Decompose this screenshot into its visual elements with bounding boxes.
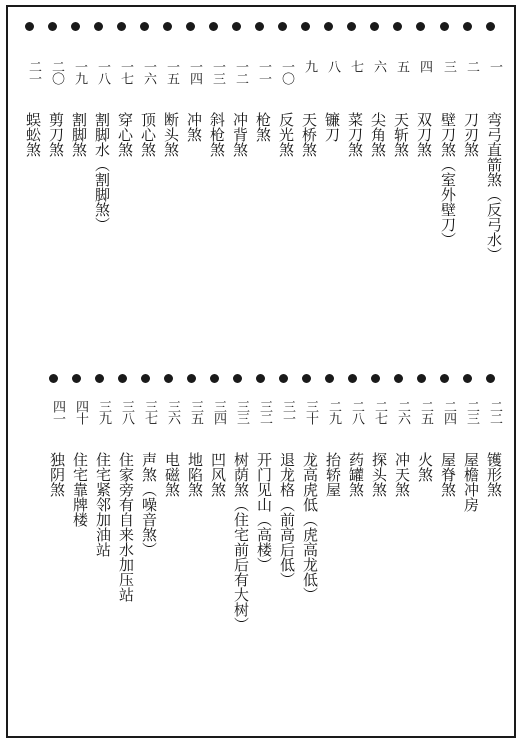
bullet-icon xyxy=(371,374,380,383)
bullet-icon xyxy=(164,374,173,383)
item-number: 一六 xyxy=(141,60,156,84)
bullet-icon xyxy=(417,374,426,383)
item-label: 声煞（噪音煞） xyxy=(140,452,158,557)
item-label: 断头煞 xyxy=(162,112,180,157)
item-label: 壁刀煞（室外壁刀） xyxy=(439,112,457,247)
item-number: 一四 xyxy=(187,60,202,84)
item-number: 二〇 xyxy=(49,60,64,84)
item-number: 二一 xyxy=(26,60,41,84)
item-label: 屋脊煞 xyxy=(439,452,457,497)
item-number: 一七 xyxy=(118,60,133,84)
item-label: 屋檐冲房 xyxy=(462,452,480,512)
item-number: 一二 xyxy=(233,60,248,84)
item-number: 一三 xyxy=(210,60,225,84)
bullet-icon xyxy=(325,374,334,383)
item-label: 割脚煞 xyxy=(70,112,88,157)
item-number: 九 xyxy=(302,60,317,72)
item-label: 蜈蚣煞 xyxy=(24,112,42,157)
item-label: 穿心煞 xyxy=(116,112,134,157)
bullet-icon xyxy=(486,374,495,383)
list-item xyxy=(181,0,203,740)
list-item xyxy=(158,0,180,740)
list-item xyxy=(19,0,41,360)
list-item xyxy=(135,0,157,740)
item-label: 龙高虎低（虎高龙低） xyxy=(301,452,319,602)
item-number: 二七 xyxy=(372,400,387,424)
item-label: 斜枪煞 xyxy=(208,112,226,157)
item-label: 凹风煞 xyxy=(209,452,227,497)
item-label: 双刀煞 xyxy=(415,112,433,157)
item-number: 四一 xyxy=(50,400,65,424)
bullet-icon xyxy=(463,374,472,383)
item-number: 二四 xyxy=(441,400,456,424)
list-item xyxy=(89,0,111,740)
item-number: 三 xyxy=(441,60,456,72)
item-label: 天桥煞 xyxy=(300,112,318,157)
bullet-icon xyxy=(95,374,104,383)
bullet-icon xyxy=(72,374,81,383)
item-label: 探头煞 xyxy=(370,452,388,497)
bullet-icon xyxy=(302,374,311,383)
item-label: 药罐煞 xyxy=(347,452,365,497)
list-item xyxy=(342,0,364,740)
list-item xyxy=(457,0,479,740)
item-number: 一五 xyxy=(164,60,179,84)
item-label: 割脚水（割脚煞） xyxy=(93,112,111,232)
item-number: 一一 xyxy=(256,60,271,84)
item-label: 枪煞 xyxy=(254,112,272,142)
item-label: 火煞 xyxy=(416,452,434,482)
item-label: 冲天煞 xyxy=(393,452,411,497)
item-label: 剪刀煞 xyxy=(47,112,65,157)
item-number: 三三 xyxy=(234,400,249,424)
list-item xyxy=(411,0,433,740)
item-label: 住家旁有自来水加压站 xyxy=(117,452,135,602)
item-number: 八 xyxy=(325,60,340,72)
item-number: 三十 xyxy=(303,400,318,424)
item-label: 顶心煞 xyxy=(139,112,157,157)
item-number: 一〇 xyxy=(279,60,294,84)
item-label: 尖角煞 xyxy=(369,112,387,157)
list-item xyxy=(296,0,318,740)
bullet-icon xyxy=(440,374,449,383)
item-number: 六 xyxy=(371,60,386,72)
bullet-icon xyxy=(279,374,288,383)
item-number: 四十 xyxy=(73,400,88,424)
item-number: 三七 xyxy=(142,400,157,424)
item-label: 冲背煞 xyxy=(231,112,249,157)
item-label: 开门见山（高楼） xyxy=(255,452,273,572)
item-number: 一九 xyxy=(72,60,87,84)
item-number: 二九 xyxy=(326,400,341,424)
item-label: 菜刀煞 xyxy=(346,112,364,157)
item-label: 电磁煞 xyxy=(163,452,181,497)
list-item xyxy=(480,0,502,740)
bullet-icon xyxy=(25,22,34,31)
bullet-icon xyxy=(394,374,403,383)
list-item xyxy=(388,0,410,740)
item-number: 七 xyxy=(348,60,363,72)
bullet-icon xyxy=(256,374,265,383)
item-label: 天斩煞 xyxy=(392,112,410,157)
item-label: 地陷煞 xyxy=(186,452,204,497)
item-label: 住宅紧邻加油站 xyxy=(94,452,112,557)
item-label: 独阴煞 xyxy=(48,452,66,497)
item-label: 刀刃煞 xyxy=(462,112,480,157)
item-label: 抬轿屋 xyxy=(324,452,342,497)
list-item xyxy=(434,0,456,740)
bullet-icon xyxy=(210,374,219,383)
item-number: 三八 xyxy=(119,400,134,424)
list-item xyxy=(112,0,134,740)
item-number: 二八 xyxy=(349,400,364,424)
item-number: 二二 xyxy=(487,400,502,424)
list-item xyxy=(319,0,341,740)
item-number: 三五 xyxy=(188,400,203,424)
list-item xyxy=(227,0,249,740)
item-number: 三二 xyxy=(257,400,272,424)
list-item xyxy=(43,0,65,740)
bullet-icon xyxy=(141,374,150,383)
list-item xyxy=(273,0,295,740)
item-label: 树荫煞（住宅前后有大树） xyxy=(232,452,250,632)
item-label: 弯弓直箭煞（反弓水） xyxy=(485,112,503,262)
item-number: 一八 xyxy=(95,60,110,84)
list-item xyxy=(365,0,387,740)
list-item xyxy=(66,0,88,740)
item-number: 二 xyxy=(464,60,479,72)
item-number: 四 xyxy=(417,60,432,72)
list-item xyxy=(204,0,226,740)
item-number: 三四 xyxy=(211,400,226,424)
item-label: 冲煞 xyxy=(185,112,203,142)
bullet-icon xyxy=(118,374,127,383)
item-label: 退龙格（前高后低） xyxy=(278,452,296,587)
item-number: 三六 xyxy=(165,400,180,424)
item-label: 反光煞 xyxy=(277,112,295,157)
bullet-icon xyxy=(187,374,196,383)
item-number: 一 xyxy=(487,60,502,72)
item-number: 五 xyxy=(394,60,409,72)
bullet-icon xyxy=(348,374,357,383)
bullet-icon xyxy=(49,374,58,383)
list-item xyxy=(250,0,272,740)
item-number: 二三 xyxy=(464,400,479,424)
item-number: 二五 xyxy=(418,400,433,424)
item-number: 二六 xyxy=(395,400,410,424)
bullet-icon xyxy=(233,374,242,383)
item-number: 三九 xyxy=(96,400,111,424)
item-label: 镰刀 xyxy=(323,112,341,142)
item-label: 镬形煞 xyxy=(485,452,503,497)
item-label: 住宅靠牌楼 xyxy=(71,452,89,527)
item-number: 三一 xyxy=(280,400,295,424)
